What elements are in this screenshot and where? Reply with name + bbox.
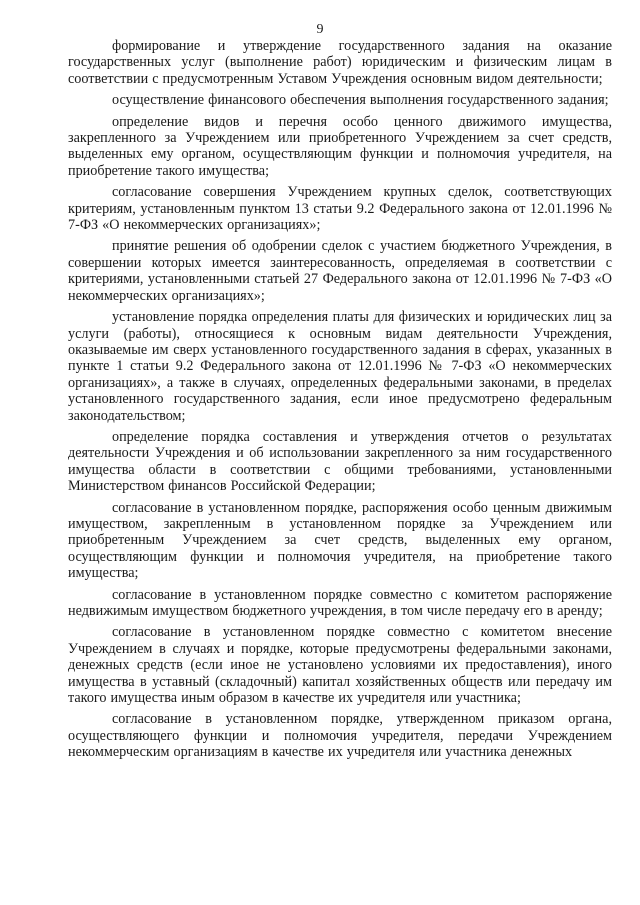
paragraph: согласование в установленном порядке совместно с комитетом внесение Учреждением в случаях и порядке, которые предусмотрены федеральными законами, денежных средств (если иное не установлено условиями их предоставления), иного имущества в уставный (складочный) капитал хозяйственных обществ или передачу им такого имущества иным образом в качестве их учредителя или участника; [68, 624, 612, 707]
paragraph: определение порядка составления и утверждения отчетов о результатах деятельности Учреждения и об использовании закрепленного за ним государственного имущества области в соответствии с общими требованиями, установленными Министерством финансов Российской Федерации; [68, 428, 612, 495]
document-body [68, 38, 612, 761]
paragraph: установление порядка определения платы для физических и юридических лиц за услуги (работы), относящиеся к основным видам деятельности Учреждения, оказываемые им сверх установленного государственного задания в сферах, указанных в пункте 1 статьи 9.2 Федерального закона от 12.01.1996 № 7-ФЗ «О некоммерческих организациях», а также в случаях, определенных федеральными законами, в пределах установленного государственного задания, если иное предусмотрено федеральным законодательством; [68, 309, 612, 424]
page-number: 9 [316, 22, 324, 37]
paragraph: определение видов и перечня особо ценного движимого имущества, закрепленного за Учреждением или приобретенного Учреждением за счет средств, выделенных ему органом, осуществляющим функции и полномочия учредителя, на приобретение такого имущества; [68, 113, 612, 179]
paragraph: осуществление финансового обеспечения выполнения государственного задания; [112, 92, 609, 109]
paragraph: согласование в установленном порядке совместно с комитетом распоряжение недвижимым имуществом бюджетного учреждения, в том числе передачу его в аренду; [68, 586, 612, 619]
paragraph: согласование совершения Учреждением крупных сделок, соответствующих критериям, установленным пунктом 13 статьи 9.2 Федерального закона от 12.01.1996 № 7-ФЗ «О некоммерческих организациях»; [68, 184, 612, 234]
paragraph: согласование в установленном порядке, утвержденном приказом органа, осуществляющего функции и полномочия учредителя, передачи Учреждением некоммерческим организациям в качестве их учредителя или участника денежных [68, 711, 612, 761]
paragraph: формирование и утверждение государственного задания на оказание государственных услуг (выполнение работ) юридическим и физическим лицам в соответствии с предусмотренным Уставом Учреждения основным видом деятельности; [68, 38, 612, 87]
paragraph: принятие решения об одобрении сделок с участием бюджетного Учреждения, в совершении которых имеется заинтересованность, определяемая в соответствии с критериями, установленными статьей 27 Федерального закона от 12.01.1996 № 7-ФЗ «О некоммерческих организациях»; [68, 238, 612, 304]
paragraph: согласование в установленном порядке, распоряжения особо ценным движимым имуществом, закрепленным в установленном порядке за Учреждением или приобретенным Учреждением за счет средств, выделенных ему органом, осуществляющим функции и полномочия учредителя, на приобретение такого имущества; [68, 499, 612, 582]
